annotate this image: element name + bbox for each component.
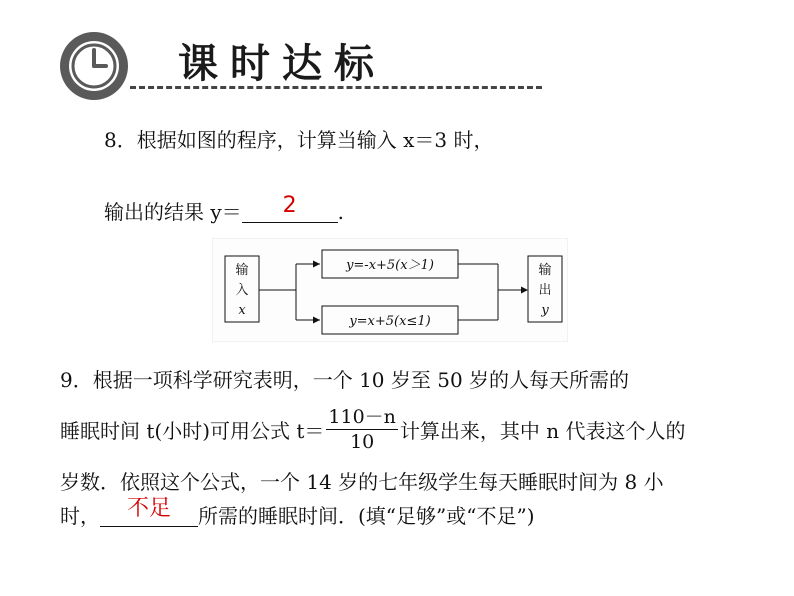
- program-flowchart: [212, 238, 568, 342]
- output-label-1: 输: [538, 263, 552, 278]
- q9-answer-blank: [100, 496, 198, 527]
- q9-line2-prefix: 睡眠时间 t(小时)可用公式 t＝: [60, 418, 325, 443]
- q9-answer: 不足: [126, 496, 171, 521]
- q8-line2-suffix: .: [337, 200, 345, 224]
- q9-line3: 岁数．依照这个公式，一个 14 岁的七年级学生每天睡眠时间为 8 小: [60, 470, 664, 494]
- formula-fraction: [326, 405, 398, 454]
- q9-line2-suffix: 计算出来，其中 n 代表这个人的: [399, 418, 686, 443]
- input-label-1: 输: [235, 263, 249, 278]
- q8-line2-prefix: 输出的结果 y＝: [104, 200, 242, 224]
- q9-line1: 9．根据一项科学研究表明，一个 10 岁至 50 岁的人每天所需的: [60, 368, 630, 392]
- formula-denominator: 10: [350, 430, 375, 453]
- q8-answer-blank: [242, 193, 338, 223]
- branch-bottom-formula: y=x+5(x≤1): [349, 314, 431, 329]
- q9-line4: [60, 496, 535, 529]
- q8-answer: 2: [282, 193, 297, 218]
- output-label-2: 出: [538, 283, 552, 298]
- output-label-3: y: [541, 303, 549, 318]
- q9-line4-prefix: 时，: [60, 504, 100, 528]
- branch-top-formula: y=-x+5(x＞1): [346, 258, 434, 273]
- formula-numerator: 110－n: [328, 405, 396, 428]
- header-title: 课时达标: [178, 41, 386, 87]
- clock-icon: [58, 30, 130, 102]
- q9-line2: [60, 404, 686, 454]
- header-divider: [130, 86, 542, 89]
- q8-line1: 8．根据如图的程序，计算当输入 x＝3 时，: [104, 128, 494, 152]
- input-label-3: x: [238, 303, 246, 318]
- q9-line4-suffix: 所需的睡眠时间．(填“足够”或“不足”): [198, 504, 535, 528]
- q8-line2: [104, 193, 345, 225]
- input-label-2: 入: [235, 283, 249, 298]
